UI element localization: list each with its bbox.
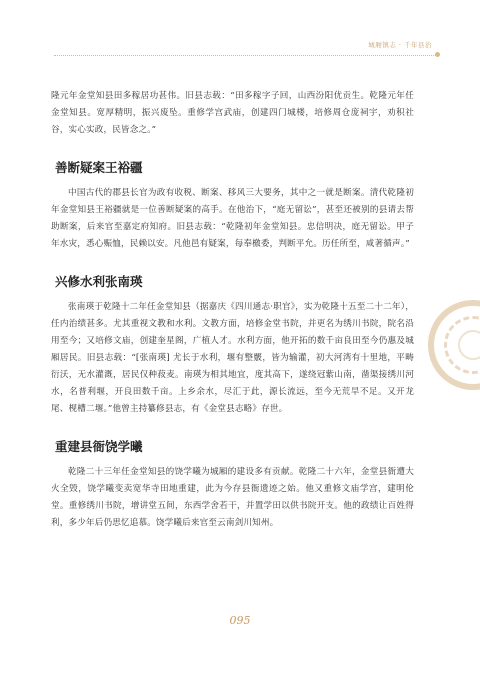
section-paragraph: 张南瑛于乾隆十二年任金堂知县（据嘉庆《四川通志·职官》，实为乾隆十五至二十二年），任内治绩甚多。尤其重视文教和水利。文教方面，培修金堂书院，并更名为绣川书院，院名沿用至今；又培修文庙，创建奎星阁，广植人才。水利方面，他开拓的数千亩良田至今仍惠及城厢居民。旧县志载：“[张南瑛] 尤长于水利，堰有整覈，皆为输灌，初大河湾有十里地，平畴衍沃，无水灌溉，居民仅种菽麦。南瑛为相其地宜，度其高下，遂绕冠紫山南，凿渠接绣川河水，名普利堰，开良田数千亩。上乡余水，尽汇于此，源长流远，至今无荒旱不足。又开龙尾、枧槽二堰。”他曾主持纂修县志，有《金堂县志略》存世。 <box>51 302 414 414</box>
running-header: 城厢镇志 · 千年县治 <box>368 41 432 49</box>
section-title: 善断疑案王裕疆 <box>55 160 143 175</box>
section-wang-yujiang <box>51 157 414 253</box>
section-paragraph: 中国古代的郡县长官为政有收税、断案、移风三大要务，其中之一就是断案。清代乾隆初年金堂知县王裕疆就是一位善断疑案的高手。在他治下，“庭无留讼”，甚至还被别的县请去帮助断案，后来官至嘉定府知府。旧县志载：“乾隆初年金堂知县。忠信明决，庭无留讼。甲子年水灾，悉心赈恤，民赖以安。凡他邑有疑案，每奉檄委，判断平允。历任所至，咸著循声。” <box>51 188 414 249</box>
page-number: 095 <box>229 614 251 627</box>
header-rule-end-dot <box>435 52 440 57</box>
section-paragraph: 乾隆二十三年任金堂知县的饶学曦为城厢的建设多有贡献。乾隆二十六年，金堂县衙遭大火全毁，饶学曦变卖宽华寺田地重建，此为今存县衙遗迹之始。他又重修文庙学宫，建明伦堂。重修绣川书院，增讲堂五间，东西学舍若干，并置学田以供书院开支。他的政绩让百姓得利，多少年后仍思忆追慕。饶学曦后来官至云南剑川知州。 <box>51 467 414 528</box>
intro-paragraph: 隆元年金堂知县田多稼居功甚伟。旧县志载：“田多稼字子回，山西汾阳优贡生。乾隆元年任金堂知县。宽厚精明，振兴废坠。重修学宫武庙，创建四门城楼，培修周仓庞祠宇，劝积社谷，实心实政，民皆念之。” <box>51 91 414 135</box>
header-dotted-rule <box>54 55 438 56</box>
section-rao-xuexi <box>51 436 414 532</box>
section-title: 兴修水利张南瑛 <box>55 274 143 289</box>
side-ornament-core <box>458 330 480 360</box>
page-content <box>51 88 414 532</box>
section-title: 重建县衙饶学曦 <box>55 439 143 454</box>
section-zhang-nanying <box>51 271 414 418</box>
